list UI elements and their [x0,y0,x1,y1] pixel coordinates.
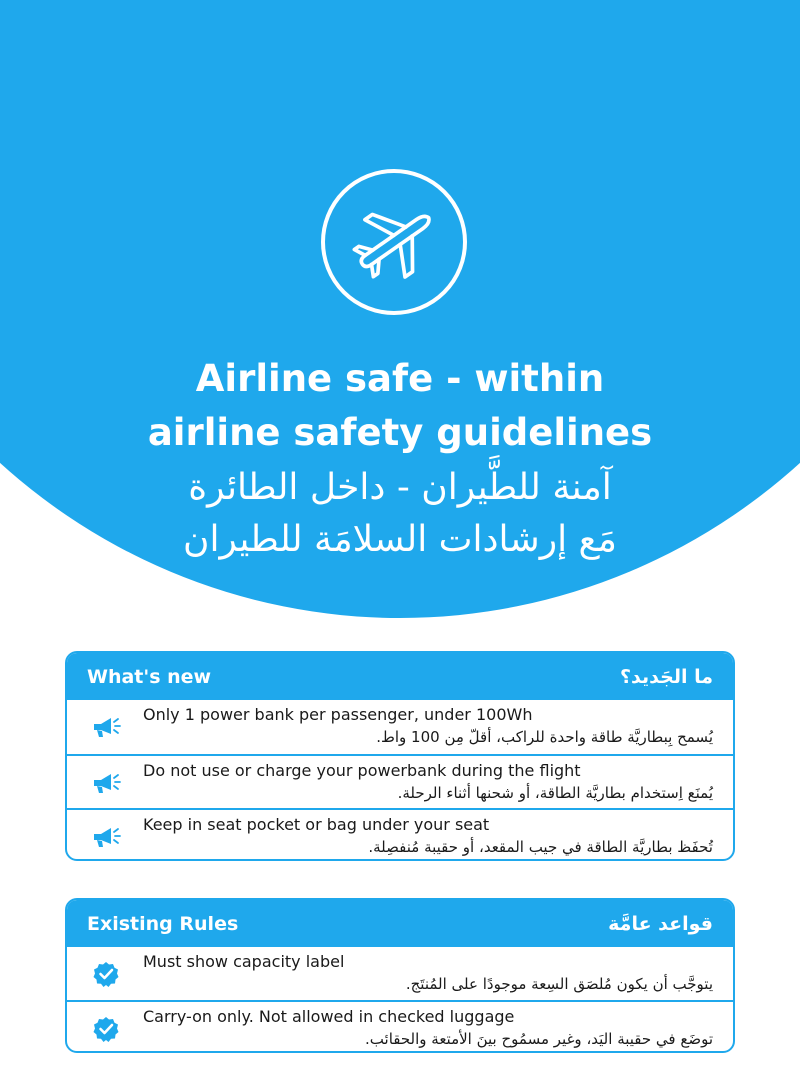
megaphone-icon [91,714,121,740]
list-item [67,808,733,861]
list-item [67,754,733,808]
hero-title-ar-line-2: مَع إرشادات السلامَة للطيران [183,519,617,560]
whats-new-title-en: What's new [87,665,212,688]
rule-text-ar: يُمنَع اِستخدام بطاريَّة الطاقة، أو شحنها أثناء الرحلة. [397,784,713,802]
rule-text-ar: يتوجَّب أن يكون مُلصَق السِعة موجودًا على المُنتَج. [405,975,713,993]
rule-text-ar: توضَع في حقيبة اليَد، وغير مسمُوح بينَ الأمتعة والحقائب. [365,1030,713,1048]
airplane-icon [321,169,467,315]
hero-title-en-line-2: airline safety guidelines [147,411,653,454]
hero-title-en-line-1: Airline safe - within [195,357,605,400]
megaphone-icon [91,770,121,796]
existing-rules-header [67,900,733,947]
whats-new-card [65,651,735,861]
existing-rules-title-en: Existing Rules [87,912,239,935]
check-badge-icon [91,1016,121,1042]
whats-new-title-ar: ما الجَديد؟ [620,665,713,688]
rule-text-en: Must show capacity label [143,952,345,971]
check-badge-icon [91,961,121,987]
rule-text-en: Carry-on only. Not allowed in checked luggage [143,1007,515,1026]
list-item [67,1000,733,1053]
rule-text-ar: يُسمح بِبطاريَّة طاقة واحدة للراكب، أقلّ مِن 100 واط. [376,728,713,746]
rule-text-en: Only 1 power bank per passenger, under 100Wh [143,705,533,724]
existing-rules-title-ar: قواعد عامَّة [608,912,713,935]
list-item [67,947,733,1000]
rule-text-en: Do not use or charge your powerbank during the flight [143,761,581,780]
rule-text-en: Keep in seat pocket or bag under your seat [143,815,490,834]
hero-title-ar-line-1: آمنة للطَّيران - داخل الطائرة [188,467,612,508]
hero-title-en [0,352,800,460]
existing-rules-card [65,898,735,1053]
whats-new-header [67,653,733,700]
megaphone-icon [91,824,121,850]
list-item [67,700,733,754]
hero-title-ar [0,462,800,566]
rule-text-ar: تُحفَظ بطاريَّة الطاقة في جيب المقعد، أو حقيبة مُنفصِلة. [368,838,713,856]
